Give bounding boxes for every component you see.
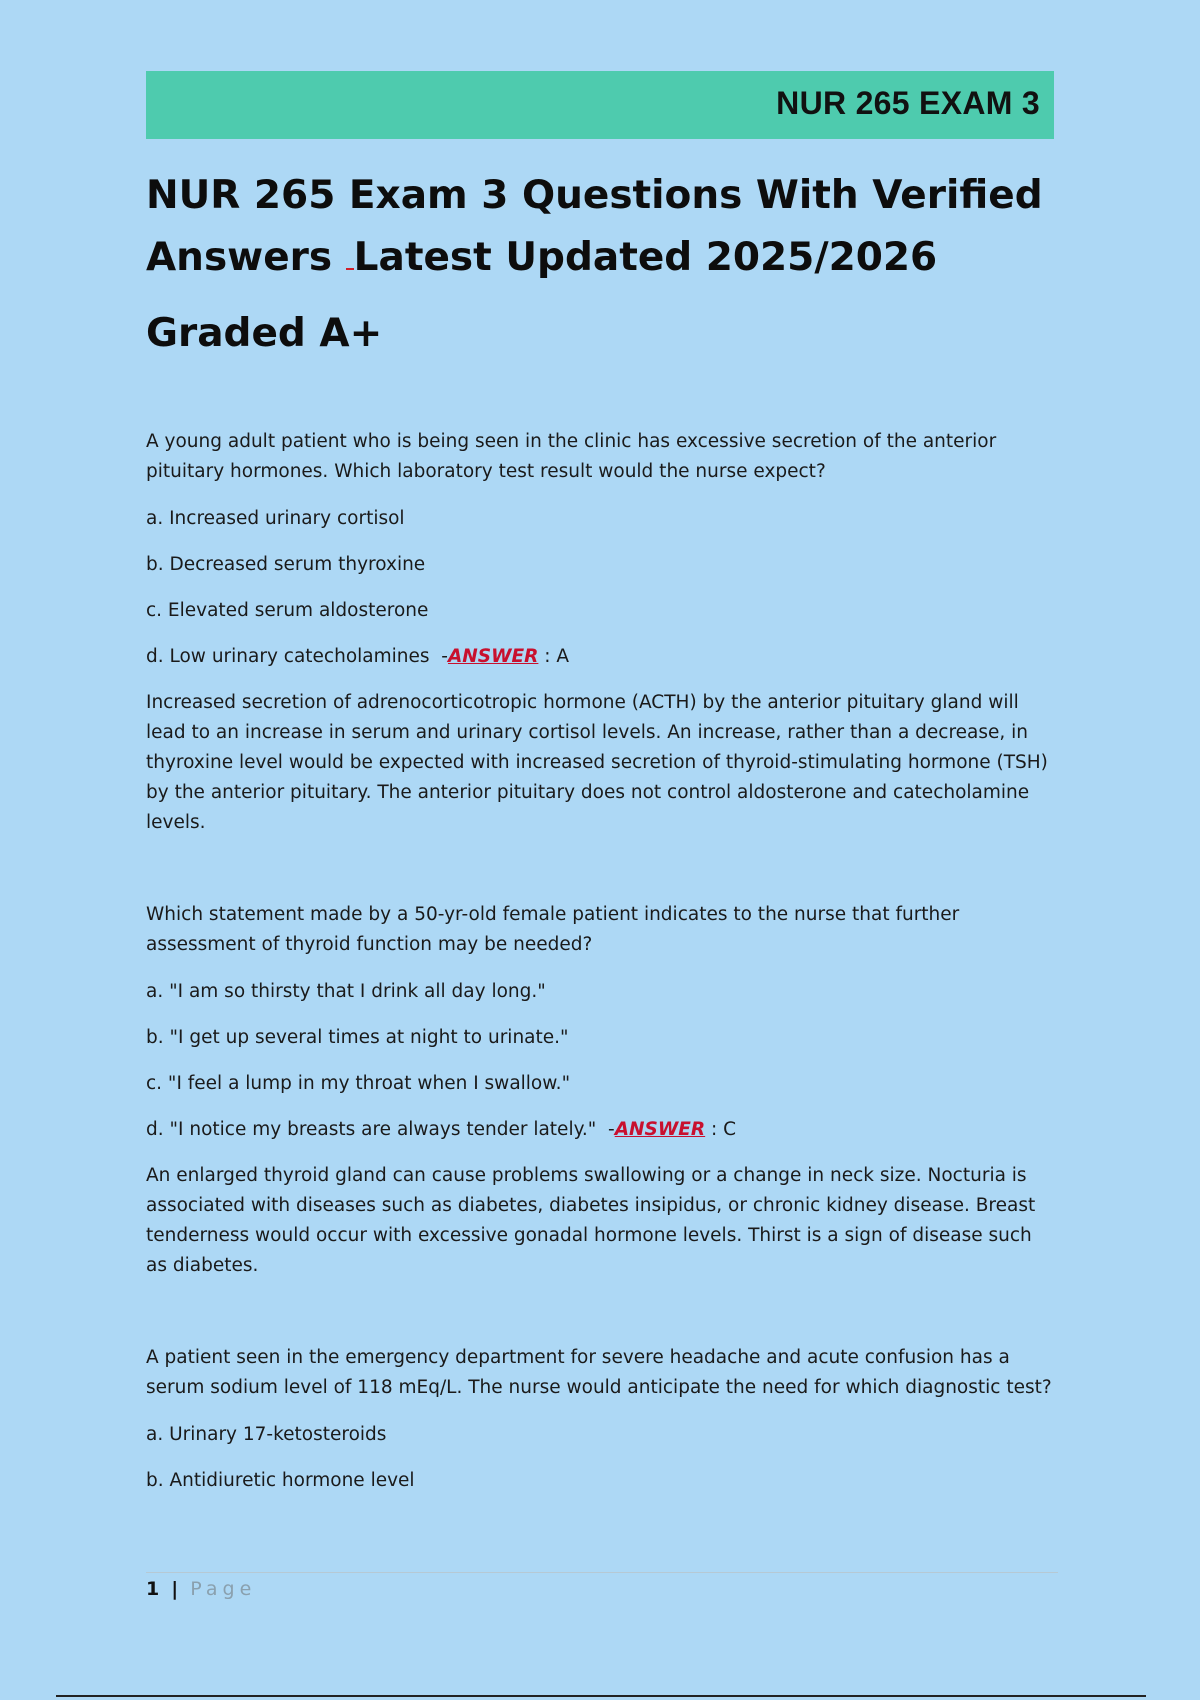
answer-label: ANSWER	[447, 646, 539, 667]
title-line-2	[146, 227, 1046, 289]
rationale: Increased secretion of adrenocorticotropic hormone (ACTH) by the anterior pituitary gland will lead to an increase in serum and urinary cortisol levels. An increase, rather than a decrease, in thyroxine level would be expected with increased secretion of thyroid-stimulating hormone (TSH) by the anterior pituitary. The anterior pituitary does not control aldosterone and catecholamine levels.	[146, 692, 1048, 833]
header-band	[146, 71, 1054, 139]
answer-value: : C	[705, 1119, 737, 1140]
page-footer	[146, 1576, 256, 1602]
rationale: An enlarged thyroid gland can cause problems swallowing or a change in neck size. Nocturia is associated with diseases such as diabetes, diabetes insipidus, or chronic kidney disease. Breast tenderness would occur with excessive gonadal hormone levels. Thirst is a sign of disease such as diabetes.	[146, 1165, 1036, 1276]
option-a: a. "I am so thirsty that I drink all day long."	[146, 981, 546, 1002]
option-c: c. "I feel a lump in my throat when I swallow."	[146, 1073, 571, 1094]
question-stem: A patient seen in the emergency department for severe headache and acute confusion has a serum sodium level of 118 mEq/L. The nurse would anticipate the need for which diagnostic test?	[146, 1347, 1052, 1398]
question-spacer	[146, 1281, 1056, 1343]
question-spacer	[146, 838, 1056, 900]
option-a: a. Urinary 17-ketosteroids	[146, 1424, 387, 1445]
option-b: b. "I get up several times at night to urinate."	[146, 1027, 569, 1048]
title-line-2-start: Answers	[146, 235, 333, 280]
title-line-1: NUR 265 Exam 3 Questions With Verified	[146, 173, 1043, 218]
title-line-3: Graded A+	[146, 311, 383, 356]
page-separator: |	[171, 1578, 179, 1600]
document-title	[146, 165, 1046, 365]
page-word: Page	[190, 1578, 257, 1600]
question-block-3	[146, 1343, 1056, 1496]
option-a: a. Increased urinary cortisol	[146, 508, 405, 529]
question-stem: A young adult patient who is being seen in the clinic has excessive secretion of the anterior pituitary hormones. Which laboratory test result would the nurse expect?	[146, 431, 997, 482]
option-d: d. "I notice my breasts are always tender lately."	[146, 1119, 597, 1140]
page-number: 1	[146, 1578, 160, 1600]
option-c: c. Elevated serum aldosterone	[146, 600, 429, 621]
footer-divider	[146, 1572, 1058, 1573]
option-d: d. Low urinary catecholamines	[146, 646, 430, 667]
page-bottom-border	[56, 1695, 1146, 1697]
option-d-with-answer	[146, 1115, 1056, 1145]
option-b: b. Decreased serum thyroxine	[146, 554, 426, 575]
question-block-1	[146, 427, 1056, 838]
answer-prefix: -	[441, 646, 448, 667]
spellcheck-underline-mark	[346, 238, 354, 270]
option-b: b. Antidiuretic hormone level	[146, 1470, 415, 1491]
question-stem: Which statement made by a 50-yr-old female patient indicates to the nurse that further assessment of thyroid function may be needed?	[146, 904, 960, 955]
answer-value: : A	[538, 646, 570, 667]
question-block-2	[146, 900, 1056, 1281]
document-body	[146, 427, 1056, 1512]
option-d-with-answer	[146, 642, 1056, 672]
header-label: NUR 265 EXAM 3	[776, 85, 1040, 121]
answer-prefix: -	[608, 1119, 615, 1140]
answer-label: ANSWER	[614, 1119, 706, 1140]
title-line-2-end: Latest Updated 2025/2026	[353, 235, 938, 280]
